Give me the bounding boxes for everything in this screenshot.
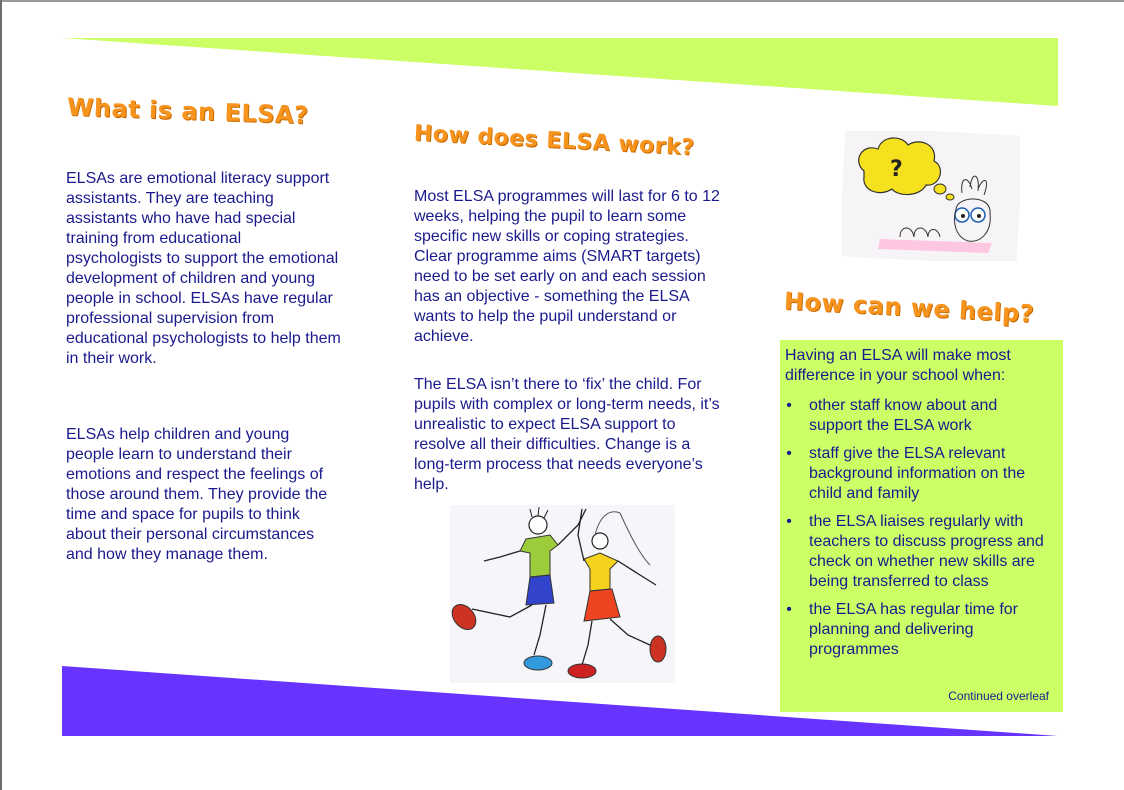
bullet-icon: • [786,397,792,414]
how-can-we-help-heading: How can we help? [783,287,1035,329]
help-list-item [780,512,1063,592]
what-is-elsa-paragraph-2: ELSAs help children and young people learn to understand their emotions and respect the feelings of those around them. They provide the time and space for pupils to think about their personal circumstances and how they manage them. [66,426,328,563]
help-list-item [780,600,1063,660]
how-does-elsa-work-heading: How does ELSA work? [413,121,696,161]
how-does-elsa-work-paragraph-1: Most ELSA programmes will last for 6 to 12 weeks, helping the pupil to learn some specific new skills or coping strategies. Clear programme aims (SMART targets) need to be set early on and each session has an objective - something the ELSA wants to help the pupil understand or achieve. [414,188,720,345]
help-item-text: other staff know about and support the ELSA work [809,397,998,434]
help-box [780,340,1063,712]
what-is-elsa-paragraph-1: ELSAs are emotional literacy support assistants. They are teaching assistants who have had special training from educational psychologists to support the emotional development of children and young people in school. ELSAs have regular professional supervision from educational psychologists to help them in their work. [66,170,341,367]
how-does-elsa-work-paragraph-2: The ELSA isn’t there to ‘fix’ the child. For pupils with complex or long-term needs, it’s unrealistic to expect ELSA support to resolve all their difficulties. Change is a long-term process that needs everyone’s help. [414,376,720,493]
thinking-figure-illustration [842,131,1020,261]
green-top-band [62,38,1058,106]
bullet-icon: • [786,601,792,618]
svg-text:?: ? [890,157,903,182]
bullet-icon: • [786,445,792,462]
continued-overleaf-note: Continued overleaf [948,689,1049,703]
what-is-elsa-heading: What is an ELSA? [66,93,309,130]
help-intro-text: Having an ELSA will make most difference in your school when: [785,347,1011,384]
bullet-icon: • [786,513,792,530]
help-item-text: the ELSA has regular time for planning and delivering programmes [809,601,1018,658]
help-list [780,396,1063,668]
dancing-children-illustration [450,505,675,683]
help-item-text: the ELSA liaises regularly with teachers to discuss progress and check on whether new skills are being transferred to class [809,513,1044,590]
help-item-text: staff give the ELSA relevant background information on the child and family [809,445,1026,502]
help-list-item [780,396,1063,436]
help-list-item [780,444,1063,504]
